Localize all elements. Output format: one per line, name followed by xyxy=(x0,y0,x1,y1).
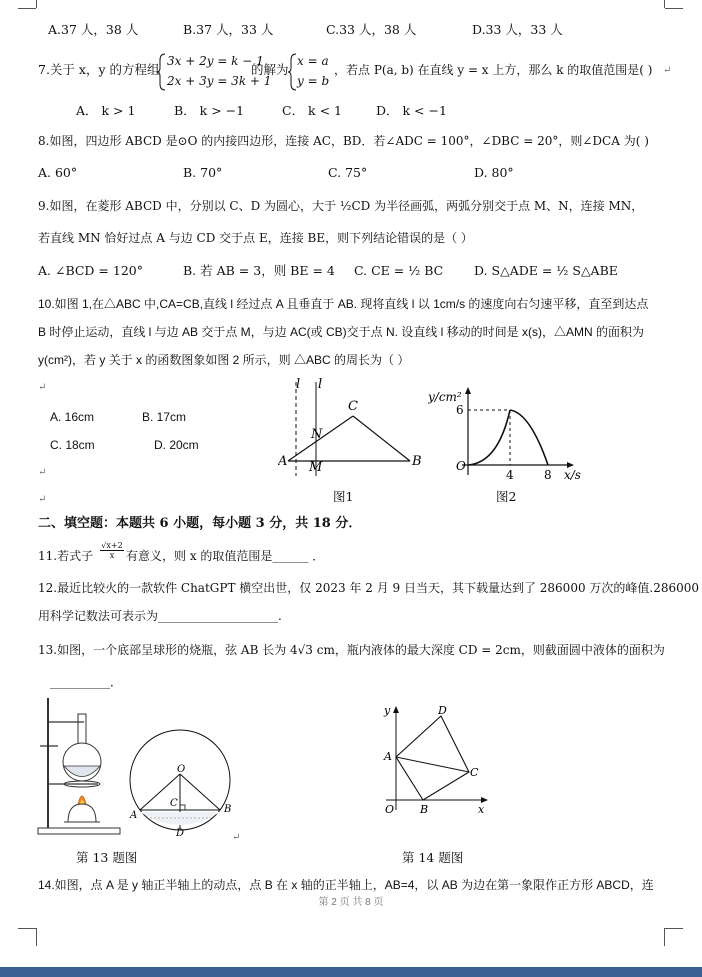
q10-line2: B 时停止运动，直线 l 与边 AB 交于点 M，与边 AC(或 CB)交于点 N. 设直线 l 移动的时间是 x(s)，△AMN 的面积为 xyxy=(38,325,645,339)
q10-figure2 xyxy=(428,383,588,493)
q14-label-c: C xyxy=(470,766,479,779)
q6-option-a: A.37 人，38 人 xyxy=(48,22,139,37)
page-footer: 第 2 页 共 8 页 xyxy=(318,897,384,908)
q10-line3: y(cm²)，若 y 关于 x 的函数图象如图 2 所示，则 △ABC 的周长为（ ） xyxy=(38,353,410,367)
fig2-y6: 6 xyxy=(456,403,464,417)
crop-mark-br-v xyxy=(664,928,665,946)
fig1-label-m: M xyxy=(309,460,323,475)
q10-fig1-caption: 图1 xyxy=(333,489,354,504)
crop-mark-br-h xyxy=(665,928,683,929)
q14-label-d: D xyxy=(438,704,447,717)
circle-label-o: O xyxy=(177,764,186,775)
crop-mark-tr-h xyxy=(665,8,683,9)
q7-system-brace xyxy=(157,52,167,92)
fig1-label-l1: l xyxy=(296,377,301,392)
q11-frac-num: √x+2 xyxy=(101,541,123,550)
q12-line2: 用科学记数法可表示为____________________. xyxy=(38,609,282,623)
q10-option-a: A. 16cm xyxy=(50,410,95,424)
q7-system-eq2: 2x + 3y = 3k + 1 xyxy=(167,74,272,88)
q10-option-b: B. 17cm xyxy=(142,410,187,424)
q14-label-x: x xyxy=(478,803,485,816)
fig2-x4: 4 xyxy=(506,468,514,482)
q10-fig2-caption: 图2 xyxy=(496,489,517,504)
q7-option-c: C． k < 1 xyxy=(282,103,342,118)
q11-fraction xyxy=(100,541,124,560)
q9-option-b: B. 若 AB = 3，则 BE = 4 xyxy=(183,263,335,278)
q13-line2: __________． xyxy=(50,675,123,689)
fig2-ylabel: y/cm² xyxy=(428,390,462,404)
q14-caption: 第 14 题图 xyxy=(402,850,464,865)
q8-option-b: B. 70° xyxy=(183,165,223,180)
q10-option-d: D. 20cm xyxy=(154,438,199,452)
fig2-origin: O xyxy=(456,459,466,473)
q9-option-a: A. ∠BCD = 120° xyxy=(38,263,143,278)
q13-caption: 第 13 题图 xyxy=(76,850,138,865)
q9-line2: 若直线 MN 恰好过点 A 与边 CD 交于点 E，连接 BE，则下列结论错误的是（ ） xyxy=(38,231,473,245)
fig2-xlabel: x/s xyxy=(564,468,581,482)
q10-line1: 10.如图 1,在△ABC 中,CA=CB,直线 l 经过点 A 且垂直于 AB. 现将直线 l 以 1cm/s 的速度向右匀速平移，直至到达点 xyxy=(38,297,649,311)
q8-option-c: C. 75° xyxy=(328,165,368,180)
q10-option-c: C. 18cm xyxy=(50,438,95,452)
q13-line1: 13.如图，一个底部呈球形的烧瓶，弦 AB 长为 4√3 cm，瓶内液体的最大深度 CD = 2cm，则截面圆中液体的面积为 xyxy=(38,643,665,657)
fig1-label-b: B xyxy=(412,454,422,469)
crop-mark-bl-h xyxy=(18,928,36,929)
fig1-label-a: A xyxy=(278,454,288,469)
crop-mark-tr-v xyxy=(664,0,665,8)
q14-text: 14.如图，点 A 是 y 轴正半轴上的动点，点 B 在 x 轴的正半轴上，AB=4，以 AB 为边在第一象限作正方形 ABCD，连 xyxy=(38,878,654,892)
q7-solution-x: x = a xyxy=(297,54,329,68)
q8-option-a: A. 60° xyxy=(38,165,78,180)
paragraph-mark: ↵ xyxy=(232,832,241,843)
q11-suffix: 有意义，则 x 的取值范围是______ ． xyxy=(126,549,325,563)
q11-frac-den: x xyxy=(109,551,115,560)
q14-label-y: y xyxy=(384,704,391,717)
q7-prefix: 7.关于 x，y 的方程组 xyxy=(38,62,160,77)
q7-option-d: D． k < −1 xyxy=(376,103,447,118)
circle-label-d: D xyxy=(176,828,185,838)
paragraph-mark: ↵ xyxy=(663,65,672,76)
q12-line1: 12.最近比较火的一款软件 ChatGPT 横空出世，仅 2023 年 2 月 9 日当天，其下载量达到了 286000 万次的峰值.286000 xyxy=(38,581,700,595)
q9-line1: 9.如图，在菱形 ABCD 中，分别以 C、D 为圆心，大于 ½CD 为半径画弧，两弧分别交于点 M、N，连接 MN， xyxy=(38,199,644,213)
circle-label-c: C xyxy=(170,798,178,809)
paragraph-mark: ↵ xyxy=(38,494,47,505)
q7-solution-y: y = b xyxy=(297,74,330,88)
q13-flask-figure xyxy=(36,692,126,842)
q14-label-a: A xyxy=(384,750,392,763)
q14-label-o: O xyxy=(385,803,395,816)
q6-option-d: D.33 人，33 人 xyxy=(472,22,563,37)
fig1-label-c: C xyxy=(348,399,358,414)
fig1-label-n: N xyxy=(311,427,323,442)
q7-middle: 的解为 xyxy=(251,62,289,77)
section2-title: 二、填空题：本题共 6 小题，每小题 3 分，共 18 分． xyxy=(38,516,362,531)
q7-option-a: A． k > 1 xyxy=(76,103,136,118)
circle-label-a: A xyxy=(130,810,138,821)
q8-text: 8.如图，四边形 ABCD 是⊙O 的内接四边形，连接 AC，BD．若∠ADC = 100°，∠DBC = 20°，则∠DCA 为( ) xyxy=(38,134,649,148)
q14-figure xyxy=(376,702,496,822)
q13-circle-figure xyxy=(126,726,236,838)
q7-option-b: B． k > −1 xyxy=(174,103,245,118)
crop-mark-bl-v xyxy=(36,928,37,946)
q7-suffix: ，若点 P(a, b) 在直线 y = x 上方，那么 k 的取值范围是( ) xyxy=(334,63,653,77)
q6-option-c: C.33 人，38 人 xyxy=(326,22,417,37)
paragraph-mark: ↵ xyxy=(38,382,47,393)
q14-label-b: B xyxy=(420,803,429,816)
circle-label-b: B xyxy=(224,804,232,815)
q6-option-b: B.37 人，33 人 xyxy=(183,22,274,37)
crop-mark-tl-h xyxy=(18,8,36,9)
q9-option-d: D. S△ADE = ½ S△ABE xyxy=(474,263,618,278)
q9-option-c: C. CE = ½ BC xyxy=(354,263,444,278)
q7-system-eq1: 3x + 2y = k − 1 xyxy=(167,54,264,68)
fig1-label-l2: l xyxy=(318,377,323,392)
q8-option-d: D. 80° xyxy=(474,165,514,180)
window-bottom-bar xyxy=(0,967,702,977)
crop-mark-tl-v xyxy=(36,0,37,8)
fig2-x8: 8 xyxy=(544,468,552,482)
q11-prefix: 11.若式子 xyxy=(38,549,94,563)
paragraph-mark: ↵ xyxy=(38,467,47,478)
